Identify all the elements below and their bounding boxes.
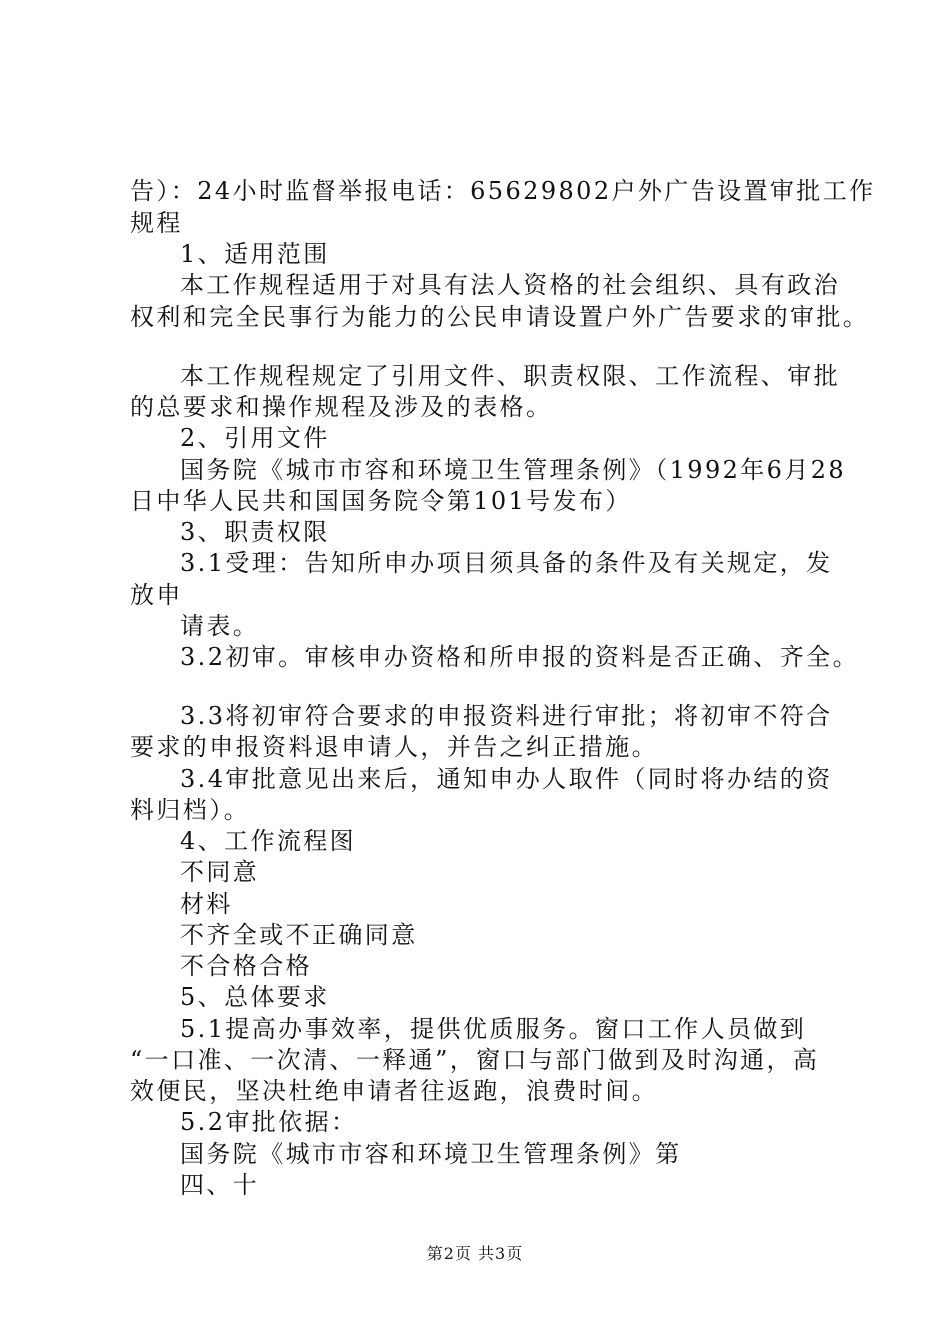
text-line: 国务院《城市市容和环境卫生管理条例》第 (180, 1140, 682, 1168)
text-line: 告）：24小时监督举报电话：65629802户外广告设置审批工作 (130, 177, 876, 205)
text-line: “一口准、一次清、一释通”，窗口与部门做到及时沟通，高 (130, 1046, 820, 1074)
text-line: 要求的申报资料退申请人，并告之纠正措施。 (130, 733, 658, 761)
text-line: 3.1受理：告知所申办项目须具备的条件及有关规定，发 (180, 549, 833, 577)
page-footer: 第2页 共3页 (426, 1244, 524, 1263)
text-line: 日中华人民共和国国务院令第101号发布） (130, 487, 632, 515)
section-heading: 2、引用文件 (180, 424, 330, 452)
section-heading: 5、总体要求 (180, 983, 330, 1011)
section-heading: 4、工作流程图 (180, 827, 357, 855)
text-line: 不齐全或不正确同意 (180, 921, 418, 949)
text-line: 5.1提高办事效率，提供优质服务。窗口工作人员做到 (180, 1015, 807, 1043)
text-line: 不合格合格 (180, 952, 312, 980)
text-line: 规程 (130, 209, 183, 237)
text-line: 的总要求和操作规程及涉及的表格。 (130, 393, 553, 421)
text-line: 请表。 (180, 612, 260, 640)
text-line: 3.3将初审符合要求的申报资料进行审批；将初审不符合 (180, 702, 833, 730)
text-line: 3.2初审。审核申办资格和所申报的资料是否正确、齐全。 (180, 643, 859, 671)
text-line: 不同意 (180, 858, 260, 886)
text-line: 本工作规程规定了引用文件、职责权限、工作流程、审批 (180, 362, 840, 390)
text-line: 效便民，坚决杜绝申请者往返跑，浪费时间。 (130, 1077, 658, 1105)
text-line: 3.4审批意见出来后，通知申办人取件（同时将办结的资 (180, 765, 833, 793)
text-line: 权利和完全民事行为能力的公民申请设置户外广告要求的审批。 (130, 303, 870, 331)
text-line: 料归档）。 (130, 796, 250, 824)
text-line: 国务院《城市市容和环境卫生管理条例》（1992年6月28 (180, 456, 847, 484)
text-line: 材料 (180, 890, 233, 918)
text-line: 四、十 (180, 1171, 260, 1199)
text-line: 本工作规程适用于对具有法人资格的社会组织、具有政治 (180, 271, 840, 299)
text-line: 5.2审批依据： (180, 1108, 358, 1136)
section-heading: 1、适用范围 (180, 240, 330, 268)
section-heading: 3、职责权限 (180, 518, 330, 546)
text-line: 放申 (130, 581, 183, 609)
